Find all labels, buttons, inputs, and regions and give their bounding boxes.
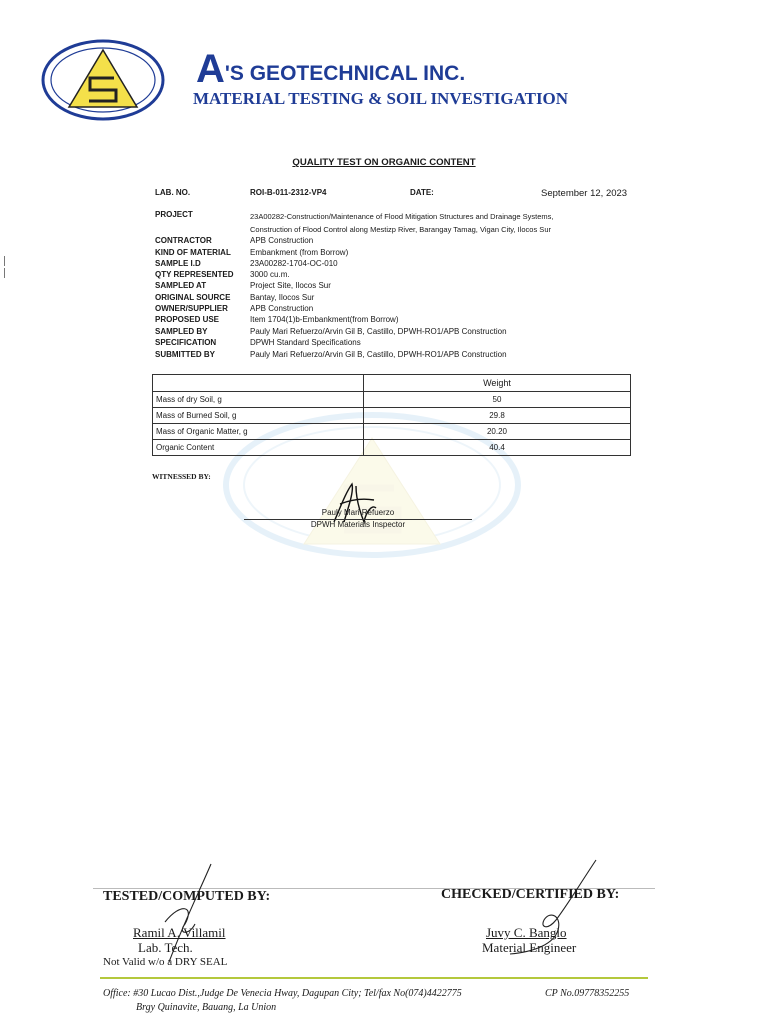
row-value: 50 [364,392,631,408]
checker-title: Material Engineer [482,940,577,955]
table-header-row [153,375,631,392]
witness-name: Pauly Mari Refuerzo [321,508,395,517]
sampled-at-value: Project Site, Ilocos Sur [250,281,331,290]
owner-label: OWNER/SUPPLIER [155,304,228,313]
margin-mark [4,256,5,266]
table-row [153,392,631,408]
project-value-line1: 23A00282-Construction/Maintenance of Flood Mitigation Structures and Drainage Systems, [250,212,554,221]
submitted-label: SUBMITTED BY [155,350,215,359]
tester-name: Ramil A. Villamil [133,925,226,940]
submitted-value: Pauly Mari Refuerzo/Arvin Gil B, Castillo, DPWH-RO1/APB Construction [250,350,507,359]
sampled-at-label: SAMPLED AT [155,281,207,290]
row-value: 40.4 [364,440,631,456]
date-label: DATE: [410,188,434,197]
row-value: 29.8 [364,408,631,424]
company-name: A'S GEOTECHNICAL INC. [196,47,466,91]
lab-no-label: LAB. NO. [155,188,191,197]
results-table [152,374,631,456]
use-label: PROPOSED USE [155,315,220,324]
use-value: Item 1704(1)b-Embankment(from Borrow) [250,315,399,324]
table-row [153,440,631,456]
company-logo-icon [40,38,166,122]
tested-by-label: TESTED/COMPUTED BY: [103,889,271,904]
row-label: Mass of dry Soil, g [153,392,364,408]
row-label: Mass of Burned Soil, g [153,408,364,424]
sampled-by-value: Pauly Mari Refuerzo/Arvin Gil B, Castillo, DPWH-RO1/APB Construction [250,327,507,336]
office-address: Office: #30 Lucao Dist.,Judge De Venecia Hway, Dagupan City; Tel/fax No(074)4422775 [103,988,462,999]
dry-seal-note: Not Valid w/o a DRY SEAL [103,956,228,968]
checker-name: Juvy C. Banglo [486,925,567,940]
sample-id-value: 23A00282-1704-OC-010 [250,259,338,268]
checked-by-label: CHECKED/CERTIFIED BY: [441,887,620,902]
company-tagline: MATERIAL TESTING & SOIL INVESTIGATION [193,89,569,108]
spec-label: SPECIFICATION [155,338,217,347]
lab-no-value: ROI-B-011-2312-VP4 [250,188,327,197]
owner-value: APB Construction [250,304,314,313]
margin-mark [4,268,5,278]
source-label: ORIGINAL SOURCE [155,293,231,302]
project-value-line2: Construction of Flood Control along Mestizp River, Barangay Tamag, Vigan City, Ilocos Sur [250,225,551,234]
sample-id-label: SAMPLE I.D [155,259,201,268]
qty-value: 3000 cu.m. [250,270,290,279]
document-title: QUALITY TEST ON ORGANIC CONTENT [292,157,476,168]
tester-title: Lab. Tech. [138,940,193,955]
row-label: Organic Content [153,440,364,456]
qty-label: QTY REPRESENTED [155,270,234,279]
table-header-cell [153,375,364,392]
witness-title: DPWH Materials Inspector [310,520,406,529]
contractor-label: CONTRACTOR [155,236,212,245]
table-row [153,424,631,440]
footer-accent-bar [100,977,648,979]
table-row [153,408,631,424]
kind-value: Embankment (from Borrow) [250,248,349,257]
spec-value: DPWH Standard Specifications [250,338,361,347]
contractor-value: APB Construction [250,236,314,245]
date-value: September 12, 2023 [541,188,628,199]
project-label: PROJECT [155,210,193,219]
sampled-by-label: SAMPLED BY [155,327,208,336]
row-label: Mass of Organic Matter, g [153,424,364,440]
row-value: 20.20 [364,424,631,440]
kind-label: KIND OF MATERIAL [155,248,231,257]
source-value: Bantay, Ilocos Sur [250,293,315,302]
cp-number: CP No.09778352255 [545,988,630,999]
table-header-weight: Weight [364,375,631,392]
office-address-line2: Brgy Quinavite, Bauang, La Union [136,1002,277,1013]
witnessed-label: WITNESSED BY: [152,472,211,481]
